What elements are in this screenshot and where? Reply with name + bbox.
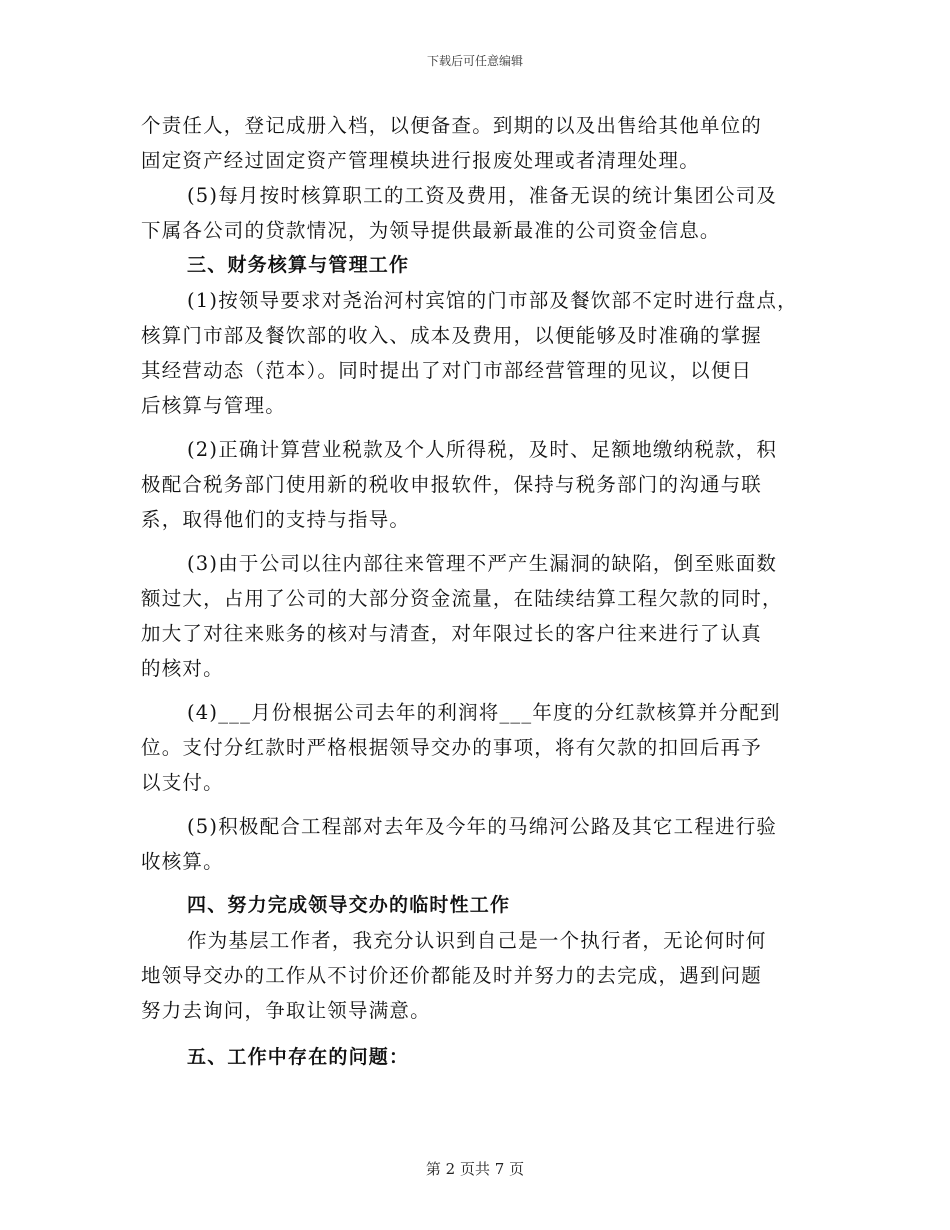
page-number-footer: 第 2 页共 7 页 xyxy=(425,1160,525,1178)
paragraph-line: 的核对。 xyxy=(141,657,224,680)
paragraph-line: 地领导交办的工作从不讨价还价都能及时并努力的去完成，遇到问题 xyxy=(141,964,763,987)
paragraph-line: 收核算。 xyxy=(141,850,224,873)
paragraph-line: (2)正确计算营业税款及个人所得税，及时、足额地缴纳税款，积 xyxy=(187,438,778,461)
paragraph-line: (3)由于公司以往内部往来管理不严产生漏洞的缺陷，倒至账面数 xyxy=(187,552,778,575)
paragraph-line: 核算门市部及餐饮部的收入、成本及费用，以便能够及时准确的掌握 xyxy=(141,324,763,347)
paragraph-line: 位。支付分红款时严格根据领导交办的事项，将有欠款的扣回后再予 xyxy=(141,736,763,759)
paragraph-line: (4)___月份根据公司去年的利润将___年度的分红款核算并分配到 xyxy=(187,701,781,724)
paragraph-line: 其经营动态（范本）。同时提出了对门市部经营管理的见议，以便日 xyxy=(141,359,753,382)
paragraph-line: 努力去询问，争取让领导满意。 xyxy=(141,999,431,1022)
paragraph-line: 以支付。 xyxy=(141,771,224,794)
paragraph-line: (5)积极配合工程部对去年及今年的马绵河公路及其它工程进行验 xyxy=(187,815,778,838)
page-header-note: 下载后可任意编辑 xyxy=(426,54,523,68)
section-heading-3: 三、财务核算与管理工作 xyxy=(187,254,410,276)
paragraph-line: 个责任人，登记成册入档，以便备查。到期的以及出售给其他单位的 xyxy=(141,114,763,137)
paragraph-line: (5)每月按时核算职工的工资及费用，准备无误的统计集团公司及 xyxy=(187,184,778,207)
paragraph-line: 作为基层工作者，我充分认识到自己是一个执行者，无论何时何 xyxy=(187,929,767,952)
paragraph-line: 后核算与管理。 xyxy=(141,394,286,417)
section-heading-5: 五、工作中存在的问题： xyxy=(187,1046,410,1068)
paragraph-line: 下属各公司的贷款情况，为领导提供最新最准的公司资金信息。 xyxy=(141,219,721,242)
paragraph-line: 系，取得他们的支持与指导。 xyxy=(141,508,411,531)
section-heading-4: 四、努力完成领导交办的临时性工作 xyxy=(187,894,511,916)
paragraph-line: 额过大，占用了公司的大部分资金流量，在陆续结算工程欠款的同时， xyxy=(141,587,783,610)
paragraph-line: (1)按领导要求对尧治河村宾馆的门市部及餐饮部不定时进行盘点， xyxy=(187,289,798,312)
paragraph-line: 加大了对往来账务的核对与清查，对年限过长的客户往来进行了认真 xyxy=(141,622,763,645)
paragraph-line: 极配合税务部门使用新的税收申报软件，保持与税务部门的沟通与联 xyxy=(141,473,763,496)
document-body xyxy=(141,108,831,1075)
paragraph-line: 固定资产经过固定资产管理模块进行报废处理或者清理处理。 xyxy=(141,149,700,172)
